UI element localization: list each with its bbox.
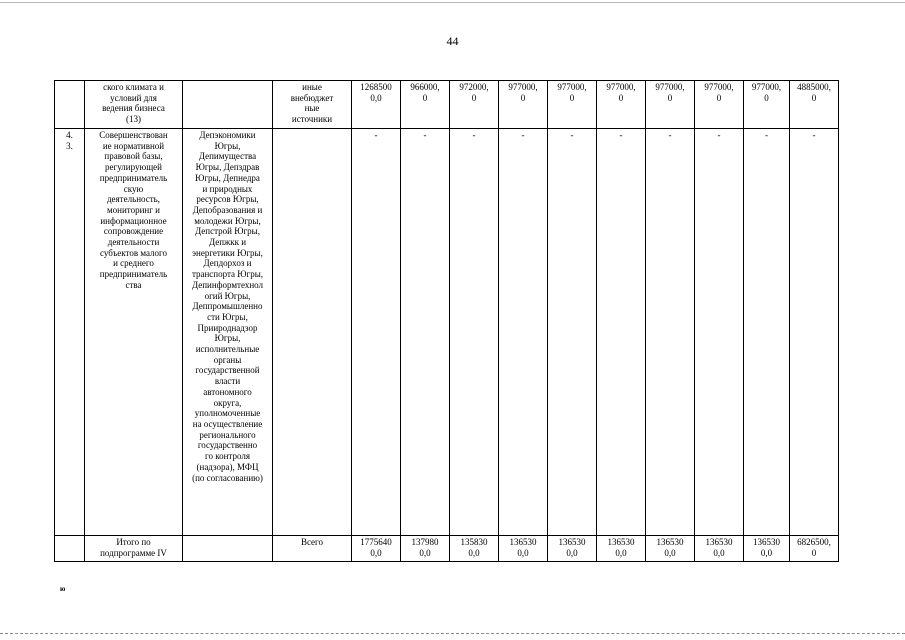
- page-number: 44: [446, 34, 459, 48]
- value-cell: -: [646, 129, 695, 536]
- value-cell: 977000, 0: [646, 81, 695, 129]
- source-cell: [273, 129, 352, 536]
- executor-cell: [183, 536, 273, 562]
- executor-cell: [183, 81, 273, 129]
- table-row-total: [55, 536, 839, 562]
- value-cell: 977000, 0: [499, 81, 548, 129]
- value-cell: 136530 0,0: [548, 536, 597, 562]
- table-row-measure: [55, 129, 839, 536]
- value-cell: 977000, 0: [744, 81, 790, 129]
- measure-cell: Итого по подпрограмме IV: [85, 536, 183, 562]
- value-cell: -: [450, 129, 499, 536]
- value-cell: 136530 0,0: [744, 536, 790, 562]
- value-cell: 977000, 0: [695, 81, 744, 129]
- value-cell: 136530 0,0: [646, 536, 695, 562]
- index-cell: [55, 81, 85, 129]
- value-cell: 4885000, 0: [790, 81, 839, 129]
- value-cell: -: [548, 129, 597, 536]
- top-scan-line: [0, 2, 905, 3]
- value-cell: 136530 0,0: [597, 536, 646, 562]
- source-cell: иные внебюджет ные источники: [273, 81, 352, 129]
- value-cell: 6826500, 0: [790, 536, 839, 562]
- budget-table: [54, 80, 839, 562]
- index-cell: [55, 536, 85, 562]
- value-cell: -: [499, 129, 548, 536]
- value-cell: 977000, 0: [548, 81, 597, 129]
- value-cell: 136530 0,0: [499, 536, 548, 562]
- executor-cell: Депэкономики Югры, Депимущества Югры, Депздрав Югры, Депнедра и природных ресурсов Югры, Депобразования и молодежи Югры, Депстрой Югры, Депжкк и энергетики Югры, Депдорхоз и транспорта Югры, Депинформтехнол огий Югры, Деппромышленно сти Югры, Приироднадзор Югры, исполнительные органы государственной власти автономного округа, уполномоченные на осуществление регионального государственно го контроля (надзора), МФЦ (по согласованию): [183, 129, 273, 536]
- value-cell: 135830 0,0: [450, 536, 499, 562]
- measure-cell: Совершенствован ие нормативной правовой базы, регулирующей предприниматель скую деятельность, мониторинг и информационное сопровождение деятельности субъектов малого и среднего предприниматель ства: [85, 129, 183, 536]
- value-cell: -: [695, 129, 744, 536]
- value-cell: -: [790, 129, 839, 536]
- value-cell: 1775640 0,0: [352, 536, 401, 562]
- value-cell: 136530 0,0: [695, 536, 744, 562]
- measure-cell: ского климата и условий для ведения бизнеса (13): [85, 81, 183, 129]
- value-cell: -: [401, 129, 450, 536]
- value-cell: 1268500 0,0: [352, 81, 401, 129]
- footer-mark: ю: [60, 585, 66, 593]
- value-cell: 972000, 0: [450, 81, 499, 129]
- index-cell: 4. 3.: [55, 129, 85, 536]
- table-row-continuation: [55, 81, 839, 129]
- bottom-scan-line: [0, 633, 905, 634]
- value-cell: -: [744, 129, 790, 536]
- value-cell: 966000, 0: [401, 81, 450, 129]
- value-cell: -: [352, 129, 401, 536]
- value-cell: 977000, 0: [597, 81, 646, 129]
- source-cell: Всего: [273, 536, 352, 562]
- value-cell: -: [597, 129, 646, 536]
- value-cell: 137980 0,0: [401, 536, 450, 562]
